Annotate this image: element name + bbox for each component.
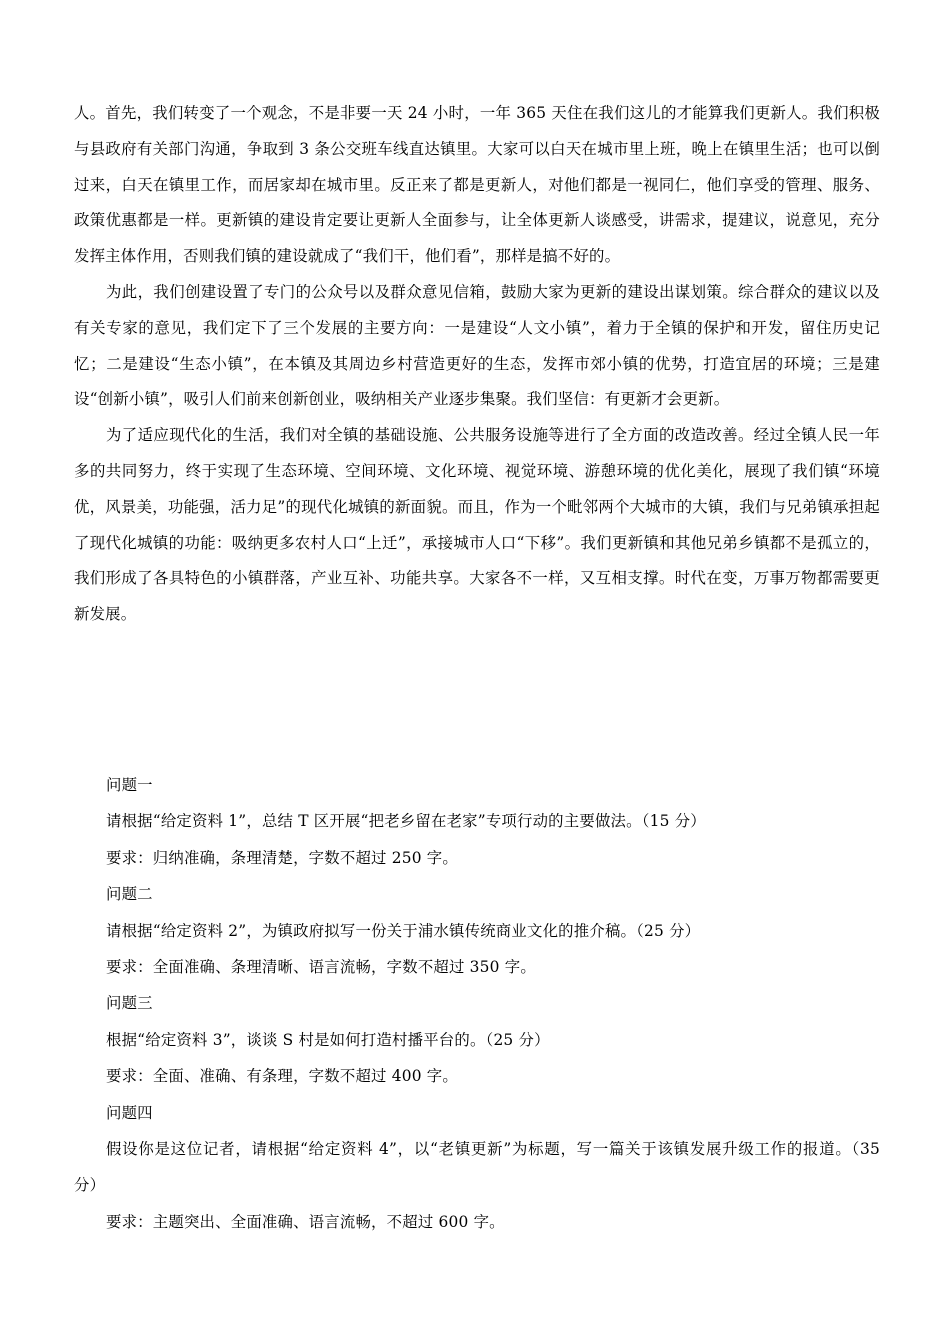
question-3-title: 问题三 <box>106 994 153 1013</box>
body-paragraph-1: 人。首先，我们转变了一个观念，不是非要一天 24 小时，一年 365 天住在我们这儿的才能算我们更新人。我们积极与县政府有关部门沟通，争取到 3 条公交班车线直达镇里。大家可以白天在城市里上班，晚上在镇里生活；也可以倒过来，白天在镇里工作，而居家却在城市里。反正来了都是更新人，对他们都是一视同仁，他们享受的管理、服务、政策优惠都是一样。更新镇的建设肯定要让更新人全面参与，让全体更新人谈感受，讲需求，提建议，说意见，充分发挥主体作用，否则我们镇的建设就成了“我们干，他们看”，那样是搞不好的。 <box>74 104 880 266</box>
question-3-prompt: 根据“给定资料 3”，谈谈 S 村是如何打造村播平台的。（25 分） <box>106 1030 550 1049</box>
question-1-requirement: 要求：归纳准确，条理清楚，字数不超过 250 字。 <box>106 848 458 867</box>
questions-section <box>74 767 880 1240</box>
body-paragraph-3: 为了适应现代化的生活，我们对全镇的基础设施、公共服务设施等进行了全方面的改造改善。经过全镇人民一年多的共同努力，终于实现了生态环境、空间环境、文化环境、视觉环境、游憩环境的优化美化，展现了我们镇“环境优，风景美，功能强，活力足”的现代化城镇的新面貌。而且，作为一个毗邻两个大城市的大镇，我们与兄弟镇承担起了现代化城镇的功能：吸纳更多农村人口“上迁”，承接城市人口“下移”。我们更新镇和其他兄弟乡镇都不是孤立的，我们形成了各具特色的小镇群落，产业互补、功能共享。大家各不一样，又互相支撑。时代在变，万事万物都需要更新发展。 <box>74 426 880 624</box>
body-paragraph-2: 为此，我们创建设置了专门的公众号以及群众意见信箱，鼓励大家为更新的建设出谋划策。综合群众的建议以及有关专家的意见，我们定下了三个发展的主要方向：一是建设“人文小镇”，着力于全镇的保护和开发，留住历史记忆；二是建设“生态小镇”，在本镇及其周边乡村营造更好的生态，发挥市郊小镇的优势，打造宜居的环境；三是建设“创新小镇”，吸引人们前来创新创业，吸纳相关产业逐步集聚。我们坚信：有更新才会更新。 <box>74 282 880 409</box>
question-4-prompt: 假设你是这位记者，请根据“给定资料 4”，以“老镇更新”为标题，写一篇关于该镇发展升级工作的报道。（35 分） <box>74 1140 880 1195</box>
question-1-prompt: 请根据“给定资料 1”，总结 T 区开展“把老乡留在老家”专项行动的主要做法。（15 分） <box>106 812 706 831</box>
question-4-requirement: 要求：主题突出、全面准确、语言流畅，不超过 600 字。 <box>106 1212 505 1231</box>
question-2-title: 问题二 <box>106 885 153 904</box>
question-3-requirement: 要求：全面、准确、有条理，字数不超过 400 字。 <box>106 1067 458 1086</box>
question-2-requirement: 要求：全面准确、条理清晰、语言流畅，字数不超过 350 字。 <box>106 958 536 977</box>
question-1-title: 问题一 <box>106 776 153 794</box>
question-4-title: 问题四 <box>106 1103 153 1122</box>
material-body <box>74 96 880 633</box>
question-2-prompt: 请根据“给定资料 2”，为镇政府拟写一份关于浦水镇传统商业文化的推介稿。（25 分） <box>106 921 701 940</box>
